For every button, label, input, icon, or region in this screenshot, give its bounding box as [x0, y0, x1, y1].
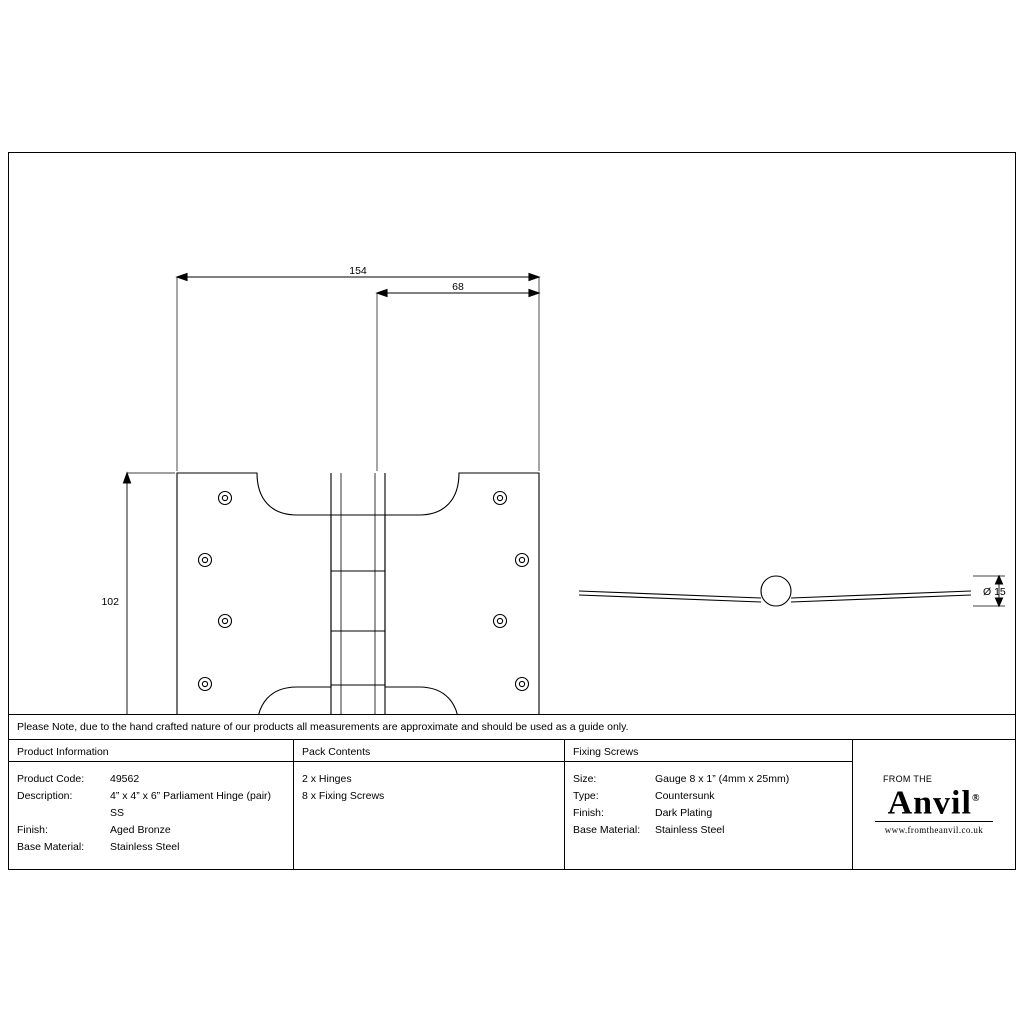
logo-wordmark [888, 782, 981, 820]
dimension-overall-width: 154 [349, 265, 367, 277]
fixing-screws-heading: Fixing Screws [565, 740, 852, 762]
description-label: Description: [17, 790, 73, 802]
fixing-screws-column [565, 740, 853, 869]
hinge-drawing-svg [9, 153, 1015, 715]
product-code-value: 49562 [110, 773, 140, 785]
specification-table [9, 740, 1015, 869]
pack-contents-heading: Pack Contents [294, 740, 564, 762]
product-code-label: Product Code: [17, 773, 85, 785]
dimension-leaf-width: 68 [452, 281, 464, 293]
list-item: 8 x Fixing Screws [302, 790, 385, 802]
table-row [17, 839, 293, 856]
drawing-sheet [8, 152, 1016, 870]
logo-wordmark-text: Anvil [887, 784, 972, 822]
screw-finish-value: Dark Plating [655, 807, 713, 819]
screw-base-material-label: Base Material: [573, 824, 641, 836]
description-value: 4” x 4” x 6” Parliament Hinge (pair) [110, 790, 272, 802]
table-row [17, 771, 293, 788]
screw-type-label: Type: [573, 790, 599, 802]
screw-size-label: Size: [573, 773, 597, 785]
product-information-heading: Product Information [9, 740, 293, 762]
technical-drawing-area [9, 153, 1015, 715]
pack-contents-column [294, 740, 565, 869]
logo-top-text: FROM THE [883, 773, 933, 784]
table-row [573, 771, 852, 788]
finish-label: Finish: [17, 824, 48, 836]
table-row [17, 822, 293, 839]
product-information-column [9, 740, 294, 869]
table-row [17, 788, 293, 805]
anvil-logo [853, 740, 1015, 869]
dimension-knuckle-diameter: Ø 15 [983, 586, 1006, 598]
base-material-label: Base Material: [17, 841, 85, 853]
screw-base-material-value: Stainless Steel [655, 824, 725, 836]
registered-mark: ® [971, 792, 981, 804]
measurement-note: Please Note, due to the hand crafted nature of our products all measurements are approximate and should be used as a guide only. [9, 715, 1015, 740]
brand-logo-column [853, 740, 1015, 869]
base-material-value: Stainless Steel [110, 841, 180, 853]
table-row [573, 788, 852, 805]
logo-url: www.fromtheanvil.co.uk [884, 825, 984, 836]
logo-divider [875, 821, 993, 822]
dimension-height: 102 [101, 596, 119, 608]
list-item: 2 x Hinges [302, 773, 352, 785]
description-value-continued: SS [110, 807, 125, 819]
screw-type-value: Countersunk [655, 790, 715, 802]
screw-finish-label: Finish: [573, 807, 604, 819]
finish-value: Aged Bronze [110, 824, 171, 836]
table-row [573, 822, 852, 839]
table-row [573, 805, 852, 822]
screw-size-value: Gauge 8 x 1” (4mm x 25mm) [655, 773, 790, 785]
